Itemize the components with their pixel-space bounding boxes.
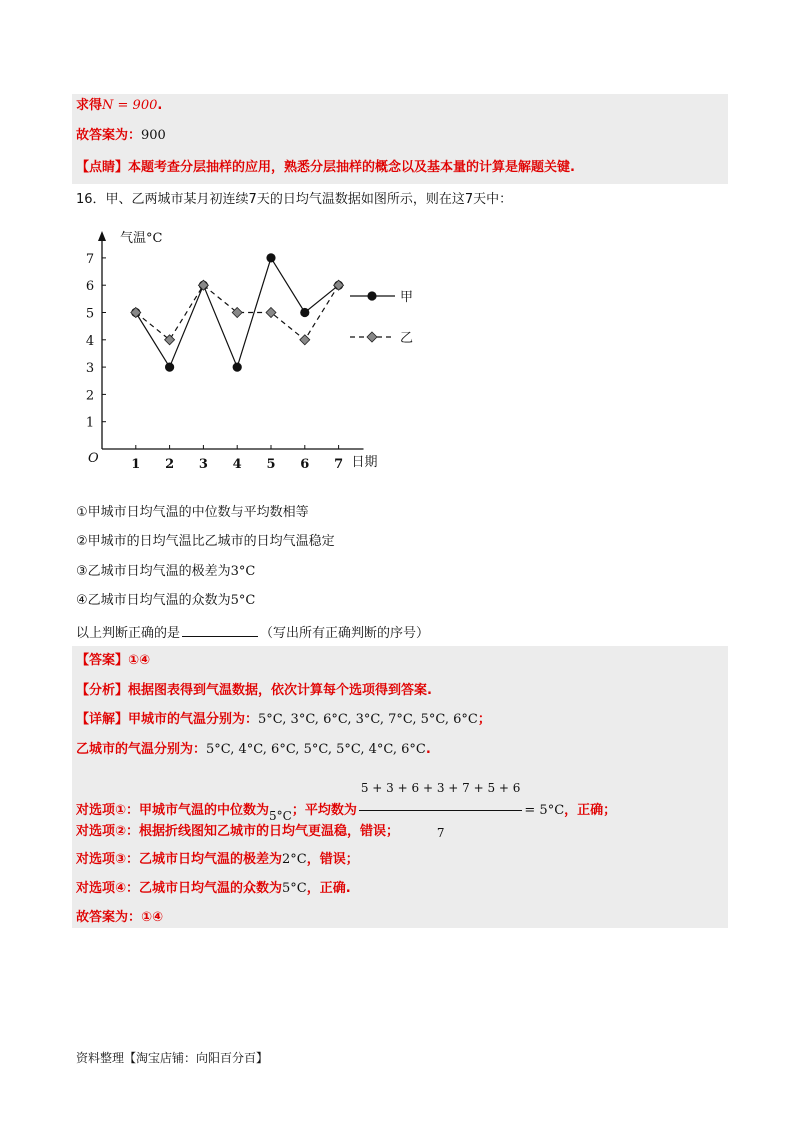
analysis-label: 【分析】	[76, 683, 129, 698]
option-2-analysis: 对选项②：根据折线图知乙城市的日均气更温稳，错误；	[76, 824, 400, 839]
prev-answer-value: 900	[141, 128, 166, 143]
option-1-text: ①甲城市日均气温的中位数与平均数相等	[76, 505, 309, 520]
result-line	[76, 97, 162, 115]
question-stem	[76, 191, 512, 209]
legend-label: 甲	[400, 290, 414, 305]
answer-blank	[182, 622, 258, 637]
detail-label: 【详解】	[76, 712, 129, 727]
option-4	[76, 592, 255, 610]
prev-comment: 【点睛】本题考查分层抽样的应用，熟悉分层抽样的概念以及基本量的计算是解题关键.	[76, 160, 575, 175]
temperature-line-chart	[80, 225, 440, 480]
footer-source: 资料整理【淘宝店铺：向阳百分百】	[76, 1051, 269, 1065]
opt4-text-a: 对选项④：乙城市日均气温的众数为	[76, 881, 283, 896]
option-4-analysis	[76, 880, 351, 898]
prompt-after: （写出所有正确判断的序号）	[260, 626, 430, 641]
option-1	[76, 504, 309, 522]
data-point-yi	[300, 335, 310, 345]
analysis-line	[76, 682, 432, 700]
x-tick-label: 6	[300, 457, 310, 472]
detail-yi-line	[76, 741, 431, 759]
legend-label: 乙	[400, 331, 414, 346]
option-3-text: ③乙城市日均气温的极差为	[76, 564, 231, 579]
x-axis-label: 日期	[351, 455, 378, 470]
final-label: 故答案为：	[76, 910, 142, 925]
y-tick-label: 2	[85, 388, 95, 404]
data-point-jia	[266, 253, 275, 262]
detail-jia-math: 5°C, 3°C, 6°C, 3°C, 7°C, 5°C, 6°C	[258, 712, 478, 727]
opt4-text-b: ，正确.	[306, 881, 351, 896]
final-answer-line	[76, 909, 163, 927]
option-3	[76, 563, 255, 581]
prev-answer-label: 故答案为：	[76, 128, 142, 143]
opt3-text-b: ，错误；	[306, 852, 359, 867]
x-tick-label: 5	[266, 457, 276, 472]
option-4-math: 5°C	[230, 593, 256, 608]
option-3-math: 3°C	[230, 564, 256, 579]
opt1-text-a: 对选项①：甲城市气温的中位数为	[76, 803, 270, 818]
detail-jia-text: 甲城市的气温分别为：	[128, 712, 259, 727]
data-point-jia	[165, 363, 174, 372]
result-math: N = 900	[102, 98, 158, 113]
question-prompt	[76, 622, 429, 643]
x-tick-label: 2	[165, 457, 175, 472]
prompt-before: 以上判断正确的是	[76, 626, 181, 641]
x-tick-label: 1	[131, 457, 141, 472]
answer-value: ①④	[128, 653, 151, 668]
y-axis-label: 气温°C	[120, 231, 163, 246]
y-tick-label: 6	[85, 279, 95, 295]
y-tick-label: 5	[85, 306, 95, 322]
legend-marker-yi	[367, 332, 377, 342]
opt1-median: 5°C	[269, 809, 292, 823]
opt1-result: = 5°C	[524, 803, 565, 818]
opt1-text-c: ，正确；	[564, 803, 617, 818]
opt3-math: 2°C	[282, 852, 307, 867]
y-tick-label: 3	[85, 361, 95, 377]
opt4-math: 5°C	[282, 881, 307, 896]
opt1-text-b: ；平均数为	[291, 803, 357, 818]
result-prefix: 求得	[76, 98, 103, 113]
origin-label: O	[88, 451, 99, 466]
legend-marker-jia	[367, 291, 376, 300]
detail-jia-line	[76, 711, 491, 729]
y-tick-label: 7	[85, 251, 95, 267]
y-tick-label: 1	[85, 415, 95, 431]
answer-label: 【答案】	[76, 653, 129, 668]
fraction-numerator: 5 + 3 + 6 + 3 + 7 + 5 + 6	[359, 768, 523, 811]
prev-answer-line	[76, 127, 166, 145]
x-tick-label: 7	[334, 457, 344, 472]
data-point-jia	[233, 363, 242, 372]
x-tick-label: 4	[232, 457, 242, 472]
opt3-text-a: 对选项③：乙城市日均气温的极差为	[76, 852, 283, 867]
detail-jia-end: ；	[477, 712, 491, 727]
detail-yi-end: .	[425, 742, 431, 757]
question-number: 16．	[76, 192, 106, 207]
x-tick-label: 3	[198, 457, 208, 472]
analysis-text: 根据图表得到气温数据，依次计算每个选项得到答案.	[128, 683, 432, 698]
option-2	[76, 533, 335, 551]
option-4-text: ④乙城市日均气温的众数为	[76, 593, 231, 608]
question-text: 甲、乙两城市某月初连续7天的日均气温数据如图所示，则在这7天中：	[105, 192, 513, 207]
option-2-text: ②甲城市的日均气温比乙城市的日均气温稳定	[76, 534, 335, 549]
fraction-denominator: 7	[436, 826, 445, 840]
detail-yi-text: 乙城市的气温分别为：	[76, 742, 207, 757]
y-axis-arrow	[98, 231, 106, 241]
detail-yi-math: 5°C, 4°C, 6°C, 5°C, 5°C, 4°C, 6°C	[206, 742, 426, 757]
y-tick-label: 4	[85, 333, 95, 349]
final-value: ①④	[141, 910, 164, 925]
result-suffix: .	[157, 98, 163, 113]
answer-line	[76, 652, 150, 670]
option-3-analysis	[76, 851, 359, 869]
data-point-jia	[300, 308, 309, 317]
